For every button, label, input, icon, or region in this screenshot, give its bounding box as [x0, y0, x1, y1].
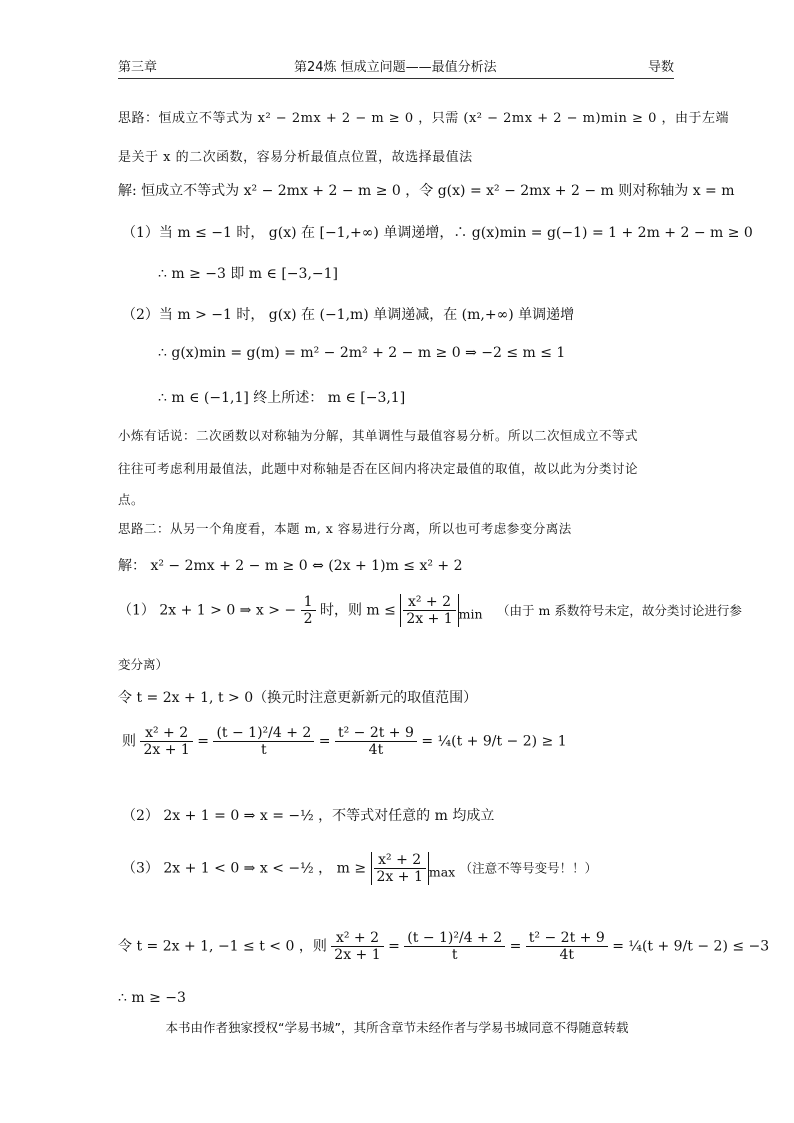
frac-denominator: 4t	[368, 742, 384, 758]
fraction-t	[213, 725, 314, 758]
frac-numerator: x² + 2	[403, 594, 455, 611]
solution-line-1: 解: 恒成立不等式为 x² − 2mx + 2 − m ≥ 0 ，令 g(x) = x² − 2mx + 2 − m 则对称轴为 x = m	[118, 183, 735, 199]
substitution-line: 令 t = 2x + 1, t > 0（换元时注意更新新元的取值范围）	[118, 690, 478, 706]
sep-case1-line	[118, 594, 742, 627]
section-title: 第24炼 恒成立问题——最值分析法	[294, 60, 497, 75]
frac-numerator: 1	[301, 594, 316, 611]
idea-line-2: 是关于 x 的二次函数，容易分析最值点位置，故选择最值法	[118, 150, 473, 165]
case2-derivation: ∴ g(x)min = g(m) = m² − 2m² + 2 − m ≥ 0 ⇒ −2 ≤ m ≤ 1	[158, 345, 566, 361]
note-line-3: 点。	[118, 492, 145, 507]
frac-numerator: x² + 2	[140, 725, 192, 742]
sep-case1-text2: 时，则 m ≤	[319, 602, 396, 619]
case3-bound: = ¼(t + 9/t − 2) ≤ −3	[612, 938, 770, 955]
fraction-x	[140, 725, 192, 758]
frac-numerator: x² + 2	[374, 852, 426, 869]
frac-denominator: 2	[303, 611, 313, 627]
case1-result: ∴ m ≥ −3 即 m ∈ [−3,−1]	[158, 266, 338, 282]
fraction-x	[331, 930, 383, 963]
idea2-line: 思路二：从另一个角度看，本题 m, x 容易进行分离，所以也可考虑参变分离法	[118, 521, 572, 536]
frac-denominator: 2x + 1	[143, 742, 190, 758]
final-result: ∴ m ≥ −3	[118, 990, 186, 1006]
header-rule	[118, 78, 674, 79]
page-header	[118, 56, 674, 78]
chapter-label: 第三章	[118, 60, 158, 75]
case3-computation: 令 t = 2x + 1, −1 ≤ t < 0 ，则 $\frac{\text{x² + 2}}{2x + 1}$ = $\frac{\text{(t − 1)²/4 + 2}}{t}$ = $\frac{\text{t² − 2t + 9}}{4t}$ = ¼(t + 9/t − 2) ≤ −3	[118, 930, 770, 963]
then-label: 则	[122, 733, 136, 750]
frac-numerator: x² + 2	[331, 930, 383, 947]
fraction-t-simplified	[335, 725, 417, 758]
min-subscript: min	[458, 606, 483, 622]
frac-numerator: t² − 2t + 9	[335, 725, 417, 742]
frac-numerator: (t − 1)²/4 + 2	[213, 725, 314, 742]
solution2-line: 解： x² − 2mx + 2 − m ≥ 0 ⇔ (2x + 1)m ≤ x² + 2	[118, 558, 463, 574]
frac-denominator: t	[261, 742, 267, 758]
fraction-t-simplified	[526, 930, 608, 963]
frac-denominator: 2x + 1	[334, 947, 381, 963]
min-fraction	[400, 594, 458, 627]
sep-case2-line: （2） 2x + 1 = 0 ⇒ x = −½ ，不等式对任意的 m 均成立	[122, 808, 495, 824]
frac-denominator: t	[451, 947, 458, 963]
frac-numerator: (t − 1)²/4 + 2	[404, 930, 505, 947]
sep-case1-text: （1） 2x + 1 > 0 ⇒ x > −	[118, 602, 297, 619]
sep-case3-text: （3） 2x + 1 < 0 ⇒ x < −½ ， m ≥	[122, 860, 367, 877]
note-line-1: 小炼有话说：二次函数以对称轴为分解，其单调性与最值容易分析。所以二次恒成立不等式	[118, 428, 639, 443]
frac-denominator: 4t	[559, 947, 575, 963]
case1-bound: = ¼(t + 9/t − 2) ≥ 1	[421, 733, 567, 750]
case1-line: （1）当 m ≤ −1 时， g(x) 在 [−1,+∞) 单调递增，∴ g(x)min = g(−1) = 1 + 2m + 2 − m ≥ 0	[122, 225, 753, 241]
case1-computation: 则 $\frac{\text{x² + 2}}{2x + 1}$ = $\frac{\text{(t − 1)²/4 + 2}}{t}$ = $\frac{\text{t² − 2t + 9}}{4t}$ = ¼(t + 9/t − 2) ≥ 1	[122, 725, 567, 758]
max-fraction	[371, 852, 429, 885]
frac-denominator: 2x + 1	[406, 611, 453, 627]
frac-numerator: t² − 2t + 9	[526, 930, 608, 947]
case2-result: ∴ m ∈ (−1,1] 终上所述： m ∈ [−3,1]	[158, 390, 406, 406]
case2-line: （2）当 m > −1 时， g(x) 在 (−1,m) 单调递减，在 (m,+∞) 单调递增	[122, 307, 575, 323]
subject-label: 导数	[647, 60, 674, 75]
idea-line-1: 思路：恒成立不等式为 x² − 2mx + 2 − m ≥ 0 ，只需 (x² − 2mx + 2 − m)min ≥ 0 ，由于左端	[118, 111, 729, 126]
max-subscript: max	[428, 864, 456, 880]
fraction-t	[404, 930, 505, 963]
frac-denominator: 2x + 1	[376, 869, 423, 885]
half-fraction	[301, 594, 316, 627]
sep-case1-note: （由于 m 系数符号未定，故分类讨论进行参	[497, 602, 742, 618]
case3-text: 令 t = 2x + 1, −1 ≤ t < 0 ，则	[118, 938, 327, 955]
sep-case3-line	[122, 852, 597, 885]
note-line-2: 往往可考虑利用最值法，此题中对称轴是否在区间内将决定最值的取值，故以此为分类讨论	[118, 461, 639, 476]
sep-case3-note: （注意不等号变号！！）	[459, 860, 598, 876]
copyright-footer: 本书由作者独家授权“学易书城”，其所含章节未经作者与学易书城同意不得随意转载	[165, 1020, 629, 1035]
sep-case1-note-cont: 变分离）	[118, 657, 169, 672]
